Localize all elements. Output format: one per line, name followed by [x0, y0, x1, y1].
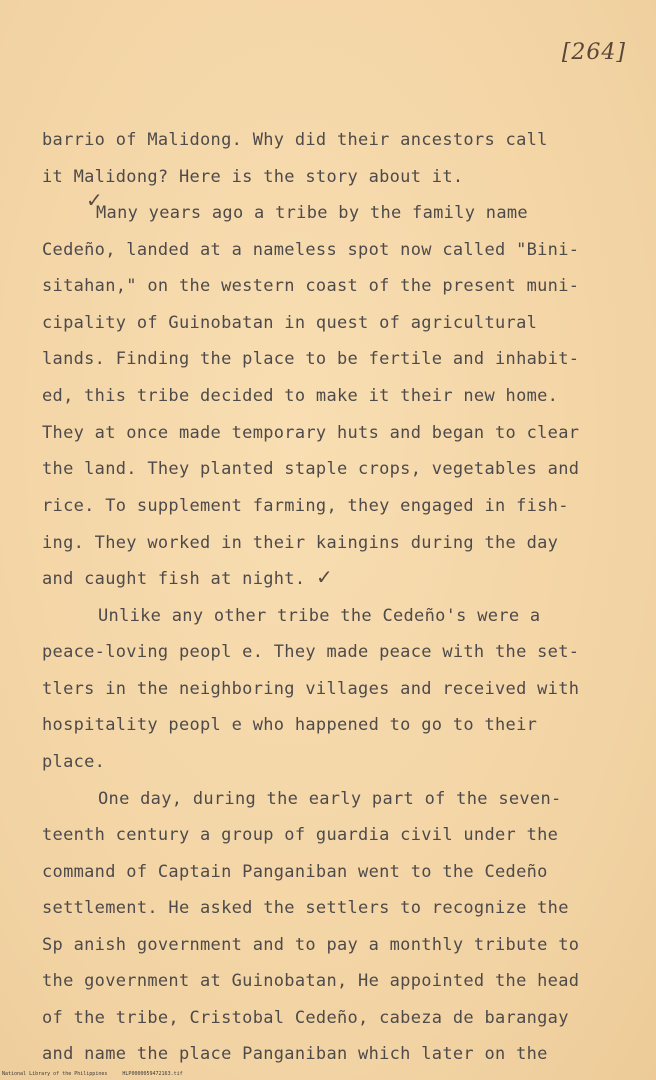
text-line: the government at Guinobatan, He appointed the head — [42, 971, 580, 991]
text-line: They at once made temporary huts and began to clear — [42, 423, 580, 443]
text-line: Unlike any other tribe the Cedeño's were a — [98, 606, 541, 626]
checkmark-icon: ✓ — [316, 565, 333, 589]
text-line: and name the place Panganiban which later on the — [42, 1044, 548, 1064]
text-line: Cedeño, landed at a nameless spot now called "Bini- — [42, 240, 580, 260]
text-line: ed, this tribe decided to make it their new home. — [42, 386, 559, 406]
scan-footer: National Library of the Philippines HLP0000059472163.tif — [2, 1071, 183, 1077]
text-line: peace-loving peopl e. They made peace with the set- — [42, 642, 580, 662]
text-line: ing. They worked in their kaingins during the day — [42, 533, 559, 553]
text-line: teenth century a group of guardia civil under the — [42, 825, 559, 845]
text-line: command of Captain Panganiban went to the Cedeño — [42, 862, 548, 882]
checkmark-icon: ✓ — [86, 188, 103, 212]
text-line: settlement. He asked the settlers to recognize the — [42, 898, 569, 918]
text-line: cipality of Guinobatan in quest of agricultural — [42, 313, 538, 333]
text-line: Sp anish government and to pay a monthly tribute to — [42, 935, 580, 955]
text-line: it Malidong? Here is the story about it. — [42, 167, 464, 187]
text-line: rice. To supplement farming, they engaged in fish- — [42, 496, 569, 516]
text-line: lands. Finding the place to be fertile and inhabit- — [42, 349, 580, 369]
text-line: place. — [42, 752, 106, 772]
text-line: sitahan," on the western coast of the present muni- — [42, 276, 580, 296]
text-line: and caught fish at night. — [42, 569, 306, 589]
text-line: tlers in the neighboring villages and received with — [42, 679, 580, 699]
text-line: Many years ago a tribe by the family name — [96, 203, 528, 223]
text-line: the land. They planted staple crops, vegetables and — [42, 459, 580, 479]
text-line: One day, during the early part of the seven- — [98, 789, 562, 809]
page-number: [264] — [561, 40, 626, 65]
text-line: barrio of Malidong. Why did their ancestors call — [42, 130, 548, 150]
text-line: hospitality peopl e who happened to go to their — [42, 715, 538, 735]
text-line: of the tribe, Cristobal Cedeño, cabeza de barangay — [42, 1008, 569, 1028]
